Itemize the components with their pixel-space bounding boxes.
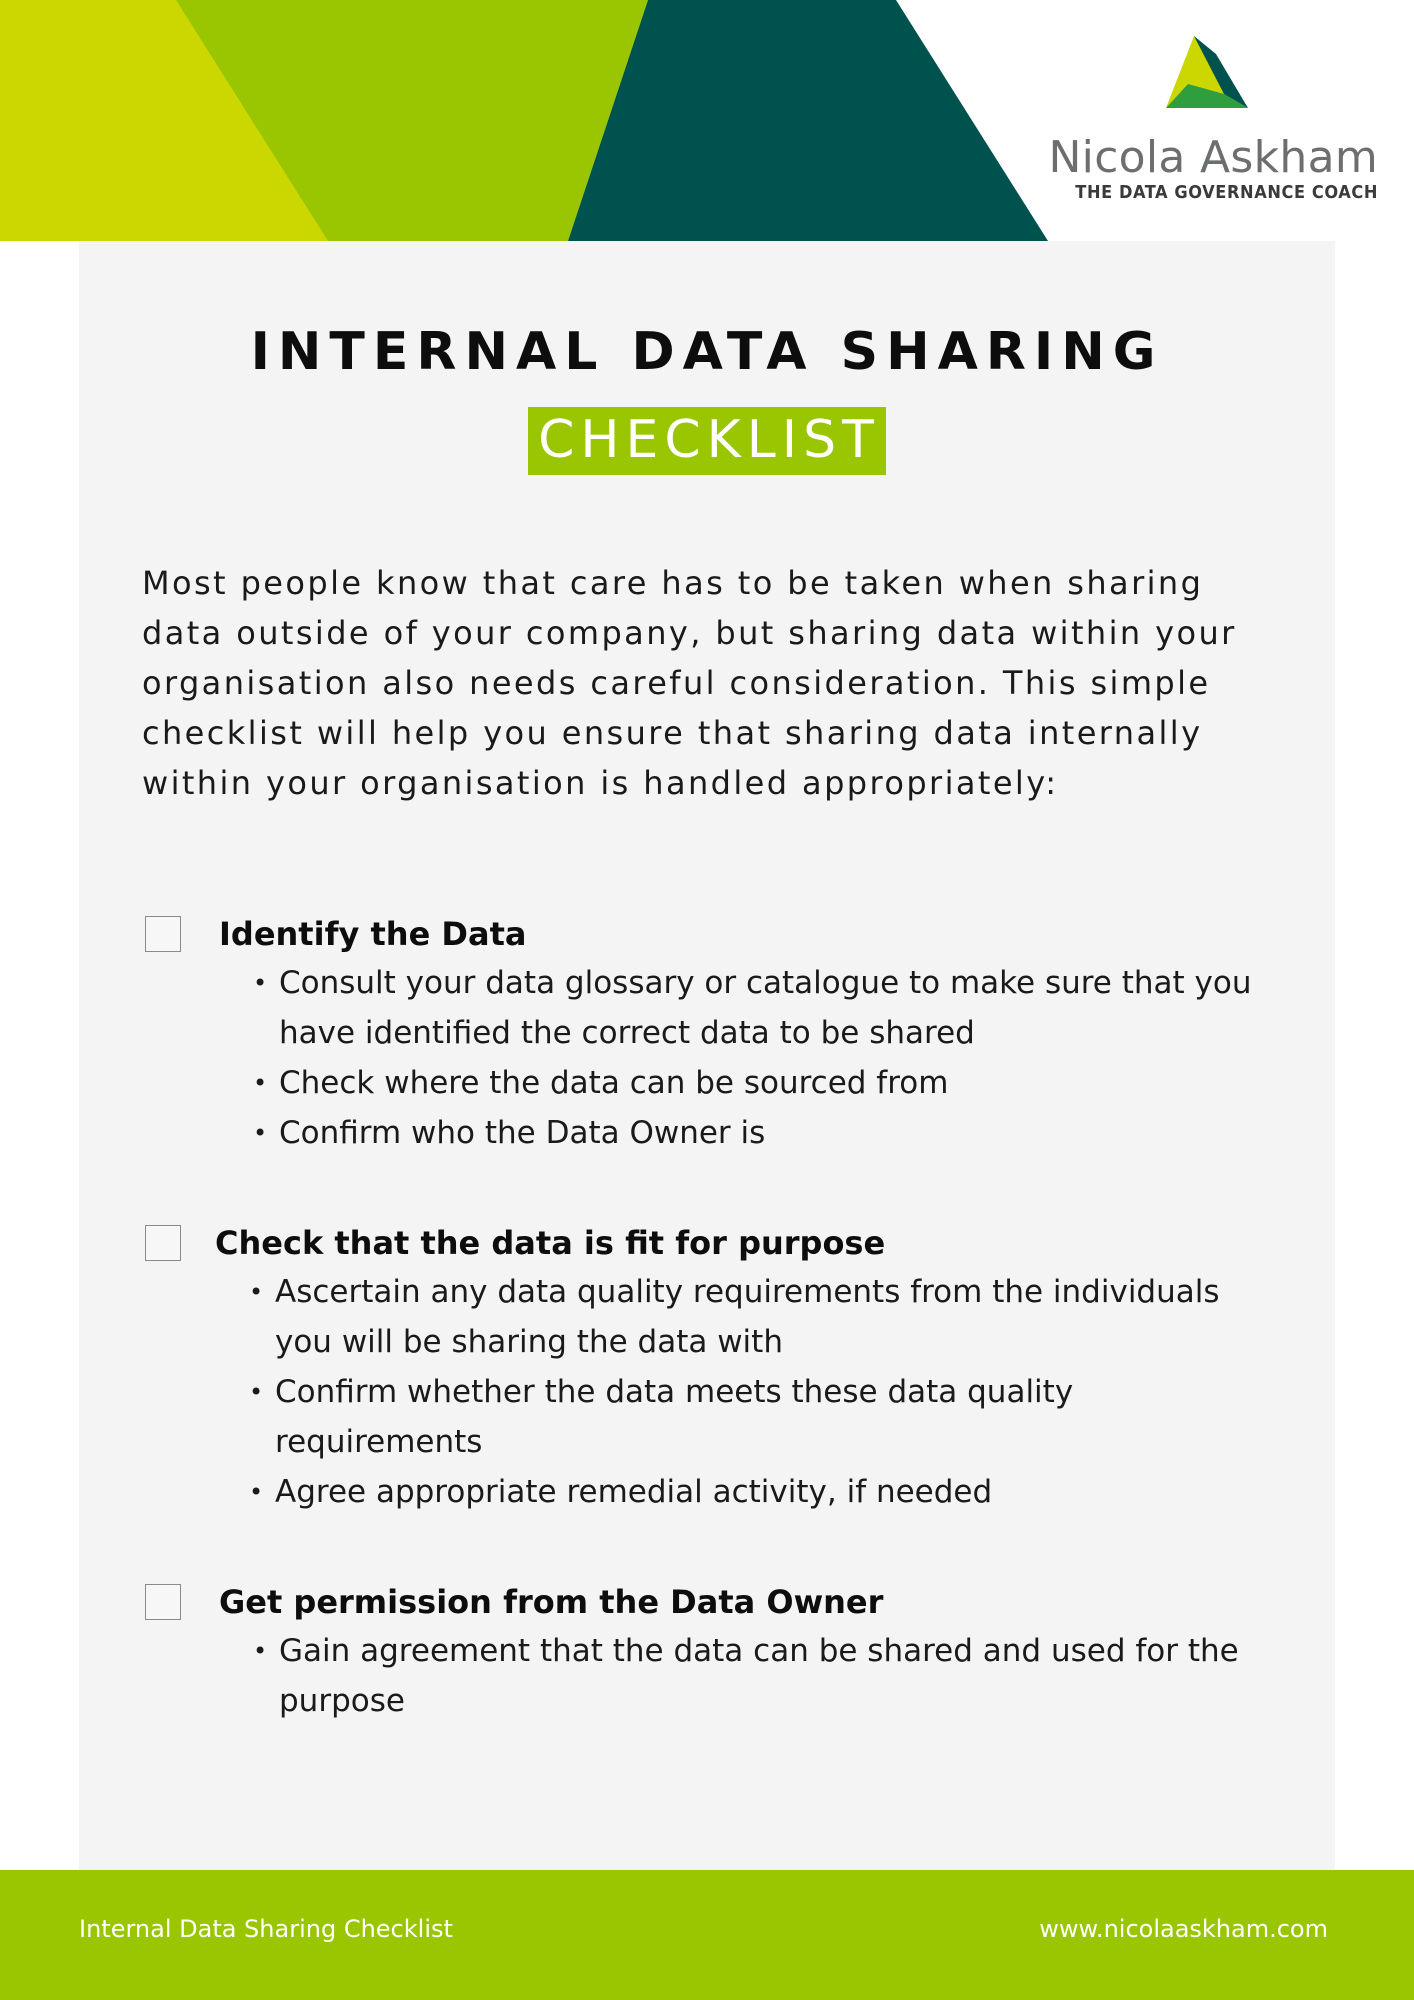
- page-title: INTERNAL DATA SHARING: [250, 322, 1164, 382]
- bullet-icon: •: [249, 1378, 264, 1406]
- bullet-text: Confirm who the Data Owner is: [279, 1115, 766, 1151]
- checklist-heading: Identify the Data: [219, 915, 527, 953]
- bullet-list: [253, 1626, 1279, 1726]
- bullet-item: [249, 1267, 1275, 1367]
- checklist-heading: Check that the data is fit for purpose: [215, 1224, 886, 1262]
- logo-triangle-icon: [1166, 36, 1256, 120]
- checkbox[interactable]: [145, 1225, 181, 1261]
- bullet-item: [253, 958, 1279, 1058]
- brand-logo: [1038, 36, 1378, 206]
- footer: [0, 1870, 1414, 2000]
- checkbox[interactable]: [145, 1584, 181, 1620]
- bullet-item: [253, 1058, 1279, 1108]
- page-subtitle-wrap: [0, 407, 1414, 475]
- banner-teal-shape: [568, 0, 1048, 241]
- bullet-text: Agree appropriate remedial activity, if needed: [275, 1474, 993, 1510]
- bullet-icon: •: [249, 1278, 264, 1306]
- bullet-text: Ascertain any data quality requirements from the individuals you will be sharing the data with: [275, 1274, 1220, 1360]
- footer-website-link[interactable]: www.nicolaaskham.com: [1039, 1915, 1328, 1943]
- bullet-list: [253, 958, 1279, 1158]
- bullet-text: Confirm whether the data meets these data quality requirements: [275, 1374, 1074, 1460]
- bullet-icon: •: [253, 1637, 268, 1665]
- bullet-text: Gain agreement that the data can be shared and used for the purpose: [279, 1633, 1239, 1719]
- checklist-heading: Get permission from the Data Owner: [219, 1583, 884, 1621]
- footer-document-title: Internal Data Sharing Checklist: [79, 1915, 453, 1943]
- bullet-text: Check where the data can be sourced from: [279, 1065, 949, 1101]
- bullet-item: [253, 1108, 1279, 1158]
- bullet-list: [249, 1267, 1275, 1517]
- bullet-icon: •: [253, 1069, 268, 1097]
- bullet-item: [249, 1467, 1275, 1517]
- bullet-item: [253, 1626, 1279, 1726]
- bullet-item: [249, 1367, 1275, 1467]
- bullet-text: Consult your data glossary or catalogue to make sure that you have identified the correct data to be shared: [279, 965, 1252, 1051]
- intro-paragraph: Most people know that care has to be taken when sharing data outside of your company, but sharing data within your organisation also needs careful consideration. This simple checklist will help you ensure that sharing data internally within your organisation is handled appropriately:: [142, 564, 1237, 802]
- brand-name: Nicola Askham: [1048, 132, 1378, 183]
- bullet-icon: •: [253, 969, 268, 997]
- brand-tagline: THE DATA GOVERNANCE COACH: [1075, 182, 1378, 203]
- checkbox[interactable]: [145, 916, 181, 952]
- bullet-icon: •: [253, 1119, 268, 1147]
- bullet-icon: •: [249, 1478, 264, 1506]
- page-subtitle: CHECKLIST: [528, 407, 886, 475]
